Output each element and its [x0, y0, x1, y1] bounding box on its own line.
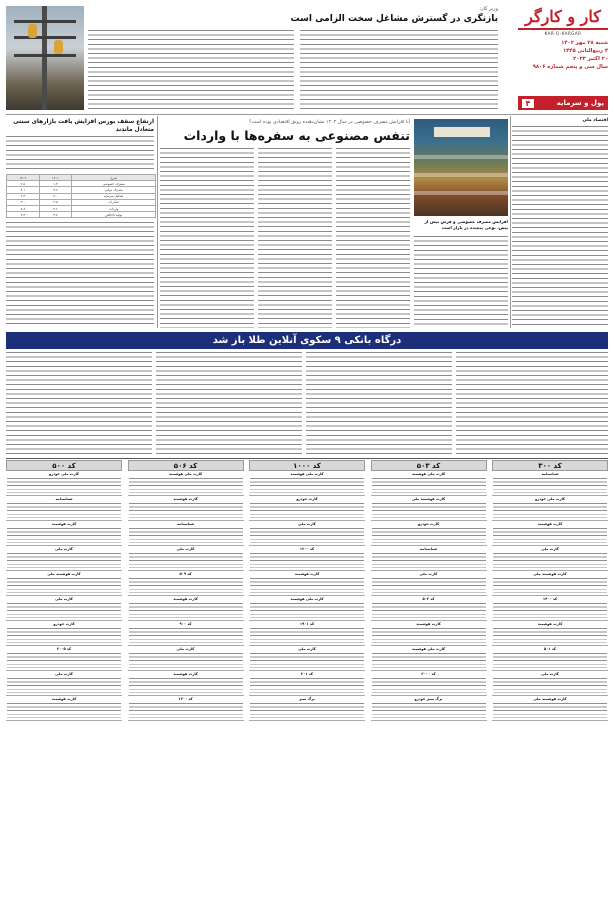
- ad-item-title: کارت ملی: [419, 572, 438, 576]
- ad-item: [492, 671, 608, 696]
- ad-item-title: کد ۲۰۱: [300, 672, 313, 676]
- table-cell: ۴.۳: [7, 212, 40, 218]
- ad-item: [492, 471, 608, 496]
- newspaper-logo: کار و کارگر: [518, 6, 608, 30]
- ad-item: [492, 696, 608, 721]
- ad-item-title: کارت ملی: [298, 647, 316, 651]
- ad-item: [371, 621, 487, 646]
- ad-item-body: [372, 578, 486, 593]
- ad-item: [6, 496, 122, 521]
- ad-item: [492, 621, 608, 646]
- ad-item: [249, 521, 365, 546]
- table-cell: ۲.۳: [7, 193, 40, 199]
- ad-item-body: [129, 628, 243, 643]
- date-line: شنبه ۲۸ مهر ۱۴۰۲: [561, 40, 608, 46]
- ad-item-body: [129, 478, 243, 493]
- ad-item-title: کد ۹۰۰: [179, 622, 192, 626]
- ad-item-body: [493, 678, 607, 693]
- ad-item-body: [7, 478, 121, 493]
- ad-item-title: شناسنامه: [176, 522, 195, 526]
- table-cell: ۳.۰: [7, 199, 40, 205]
- table-cell: مصرف دولتی: [72, 187, 156, 193]
- ad-item: [128, 646, 244, 671]
- ad-item-body: [372, 628, 486, 643]
- ad-item: [371, 696, 487, 721]
- gold-platform-banner: درگاه بانکی ۹ سکوی آنلاین طلا باز شد: [6, 332, 608, 349]
- banner-story-col-4: [456, 352, 608, 456]
- ad-item-body: [493, 603, 607, 618]
- table-cell: ۳.۲: [39, 187, 72, 193]
- table-cell: صادرات: [72, 199, 156, 205]
- ad-item: [128, 596, 244, 621]
- ad-item: [249, 471, 365, 496]
- table-cell: ۲.۵: [7, 181, 40, 187]
- ad-item-body: [372, 528, 486, 543]
- ad-item-title: کارت ملی: [55, 547, 73, 551]
- ad-item-body: [129, 703, 243, 718]
- ad-item-body: [250, 653, 364, 668]
- ad-item-body: [7, 678, 121, 693]
- ad-item: [492, 546, 608, 571]
- ad-item-body: [372, 503, 486, 518]
- ad-item-body: [250, 578, 364, 593]
- ad-item: [6, 471, 122, 496]
- table-cell: ۳.۷: [39, 212, 72, 218]
- ad-item: [6, 571, 122, 596]
- ad-item-body: [372, 553, 486, 568]
- ad-item: [371, 671, 487, 696]
- masthead: [518, 6, 608, 106]
- main-story-col-3: [160, 148, 254, 328]
- top-story-body: [300, 30, 498, 110]
- ad-item: [128, 571, 244, 596]
- table-cell: ۷.۸: [7, 205, 40, 211]
- ad-item-title: کارت ملی هوشمند: [411, 472, 446, 476]
- table-cell: ۱.۴: [39, 181, 72, 187]
- ad-item-title: کارت ملی هوشمند: [411, 647, 446, 651]
- ad-item-title: کد ۱۴۰۰: [542, 597, 558, 601]
- ad-item-title: کد ۵۰۹: [179, 572, 192, 576]
- table-header-cell: ۱۴۰۲: [7, 175, 40, 181]
- market-caption-headline: افزایش مصرف خصوصی و فرش بیش از پیش، نوعی پیچیده در بازار است: [424, 219, 508, 230]
- ad-item: [6, 596, 122, 621]
- ad-item-title: کارت ملی: [55, 672, 73, 676]
- table-cell: مصرف خصوصی: [72, 181, 156, 187]
- ad-item-body: [493, 478, 607, 493]
- banner-story-col-1: [6, 352, 152, 456]
- ad-item-title: کارت خودرو: [53, 622, 75, 626]
- ad-item-body: [493, 578, 607, 593]
- ad-item-body: [7, 578, 121, 593]
- ad-item: [492, 521, 608, 546]
- ad-item-body: [372, 653, 486, 668]
- section-name: پول و سرمایه: [556, 99, 604, 107]
- ad-item-body: [7, 628, 121, 643]
- ad-column-header: کد ۱۰۰۰: [249, 460, 365, 471]
- banner-story-col-2: [156, 352, 302, 456]
- ad-column: [249, 460, 365, 913]
- ad-item-title: کارت هوشمند ملی: [47, 572, 81, 576]
- table-cell: واردات: [72, 205, 156, 211]
- ad-item-body: [493, 703, 607, 718]
- ad-item-body: [493, 653, 607, 668]
- ad-item: [6, 521, 122, 546]
- ad-item-title: کارت ملی خودرو: [49, 472, 79, 476]
- ad-item-body: [250, 553, 364, 568]
- ad-item-title: کارت ملی: [55, 597, 73, 601]
- ad-item-title: کارت هوشمند: [537, 622, 563, 626]
- page-number: ۴: [522, 99, 534, 108]
- ad-item: [371, 596, 487, 621]
- ad-item: [371, 546, 487, 571]
- ad-item-title: کارت ملی هوشمند: [290, 472, 324, 476]
- ad-item: [371, 646, 487, 671]
- ad-item: [371, 496, 487, 521]
- ad-item-title: کارت ملی خودرو: [535, 497, 565, 501]
- ad-item-body: [7, 553, 121, 568]
- ad-item-title: کارت هوشمند: [51, 697, 77, 701]
- issue-date-lines: [518, 39, 608, 71]
- ad-item-body: [250, 603, 364, 618]
- left-column-body-top: [6, 136, 154, 172]
- ad-item-body: [7, 603, 121, 618]
- main-story-headline: تنفس مصنوعی به سفره‌ها با واردات: [183, 128, 410, 143]
- ad-item-title: کارت ملی هوشمند: [168, 472, 203, 476]
- ad-item-body: [129, 653, 243, 668]
- ad-item: [492, 596, 608, 621]
- ad-item-body: [129, 553, 243, 568]
- ad-item-body: [372, 703, 486, 718]
- ad-item-title: کارت هوشمند ملی: [411, 497, 446, 501]
- table-header-cell: شرح: [72, 175, 156, 181]
- ad-item: [128, 696, 244, 721]
- ad-column-header: کد ۵۰۳: [371, 460, 487, 471]
- ad-item-title: برگ سبز خودرو: [414, 697, 443, 701]
- ad-item-body: [250, 528, 364, 543]
- ad-column: [6, 460, 122, 913]
- ad-item-body: [372, 478, 486, 493]
- ad-item-title: کارت هوشمند: [416, 622, 441, 626]
- ad-item-body: [493, 628, 607, 643]
- left-column-body-bottom: [6, 222, 154, 328]
- ad-item-title: کد ۱۳۰۰: [178, 697, 193, 701]
- top-story-kicker: وزیر کار:: [479, 6, 498, 12]
- ad-item-body: [7, 503, 121, 518]
- ad-item: [249, 596, 365, 621]
- ad-item: [128, 496, 244, 521]
- table-cell: ۴.۶: [39, 205, 72, 211]
- right-column-body: [512, 126, 608, 326]
- classified-ads: [6, 460, 608, 913]
- ad-item: [128, 671, 244, 696]
- ad-item: [249, 671, 365, 696]
- ad-item-body: [493, 503, 607, 518]
- ad-item-body: [250, 478, 364, 493]
- ad-item-body: [250, 628, 364, 643]
- ad-item: [6, 696, 122, 721]
- date-line: ۲۰ اکتبر ۲۰۲۳: [573, 56, 608, 62]
- ad-item-title: برگ سبز: [299, 697, 315, 701]
- ad-item-title: کارت هوشمند ملی: [533, 697, 567, 701]
- ad-item-body: [250, 678, 364, 693]
- main-story-kicker: آیا افزایش مصرف خصوصی در سال ۱۴۰۲ نشان‌دهنده رونق اقتصادی بوده است؟: [248, 120, 410, 125]
- main-story-col-1: [336, 148, 410, 328]
- ad-item-body: [129, 528, 243, 543]
- market-caption-body: [414, 236, 508, 328]
- section-badge: [518, 96, 608, 110]
- table-row: [7, 212, 156, 218]
- ad-item-body: [372, 678, 486, 693]
- main-story-col-2: [258, 148, 332, 328]
- ad-item-title: کد ۵۰۳: [422, 597, 435, 601]
- top-story-headline: بازنگری در گسترش مشاغل سخت الزامی است: [290, 14, 498, 24]
- table-header-cell: ۱۴۰۱: [39, 175, 72, 181]
- ad-item-title: کارت هوشمند: [173, 497, 198, 501]
- ad-item: [371, 571, 487, 596]
- ad-item-body: [493, 528, 607, 543]
- date-line: ۴ ربیع‌الثانی ۱۴۴۵: [562, 48, 608, 54]
- ad-item-title: کارت خودرو: [417, 522, 440, 526]
- ad-column: [128, 460, 244, 913]
- ad-item-body: [493, 553, 607, 568]
- table-cell: ۴.۱: [7, 187, 40, 193]
- ad-item: [249, 496, 365, 521]
- ad-item-title: کارت خودرو: [296, 497, 318, 501]
- ad-item-title: کارت هوشمند: [173, 597, 198, 601]
- ad-item-body: [129, 678, 243, 693]
- ad-item: [128, 471, 244, 496]
- market-photo: [414, 119, 508, 216]
- ad-item-title: کارت هوشمند: [537, 522, 563, 526]
- ad-item-title: کد ۲۰۰۵: [56, 647, 72, 651]
- ad-item: [128, 621, 244, 646]
- banner-story-col-3: [306, 352, 452, 456]
- ad-item-title: کارت ملی: [176, 547, 195, 551]
- table-cell: ۳.۰: [39, 193, 72, 199]
- ad-item-title: کد ۵۰۱: [543, 647, 556, 651]
- ad-item-title: کارت ملی هوشمند: [290, 597, 324, 601]
- ad-item-title: کد ۱۲۰۰: [299, 547, 315, 551]
- ad-item-body: [7, 703, 121, 718]
- ad-item-title: شناسنامه: [419, 547, 438, 551]
- ad-item: [249, 621, 365, 646]
- power-line-workers-photo: [6, 6, 84, 110]
- ad-column-header: کد ۵۰۶: [128, 460, 244, 471]
- ad-item-title: کارت ملی: [541, 672, 559, 676]
- ad-item-body: [7, 528, 121, 543]
- ad-item-title: کارت ملی: [298, 522, 316, 526]
- ad-item: [371, 521, 487, 546]
- ad-item-body: [372, 603, 486, 618]
- ad-item-title: کارت هوشمند ملی: [533, 572, 567, 576]
- ad-item-body: [250, 503, 364, 518]
- table-cell: تولید ناخالص: [72, 212, 156, 218]
- date-line: سال سی و پنجم شماره ۹۸۰۶: [532, 64, 608, 70]
- ad-item: [371, 471, 487, 496]
- ad-item: [6, 546, 122, 571]
- ad-item-title: کارت هوشمند: [294, 572, 320, 576]
- ad-item: [6, 646, 122, 671]
- ad-item-title: کارت هوشمند: [51, 522, 77, 526]
- ad-item-title: کارت هوشمند: [173, 672, 198, 676]
- ad-item-title: شناسنامه: [55, 497, 73, 501]
- ad-item: [249, 696, 365, 721]
- ad-item: [128, 546, 244, 571]
- table-cell: تشکیل سرمایه: [72, 193, 156, 199]
- newspaper-logo-latin: KAR-O-KARGAR: [544, 31, 582, 36]
- ad-item-body: [250, 703, 364, 718]
- left-column-headline: ارتفاع سقف بورس افزایش یافت بازارهای سنتی متعادل ماندند: [13, 119, 154, 133]
- ad-item-body: [129, 578, 243, 593]
- ad-item-body: [129, 603, 243, 618]
- ad-column-header: کد ۳۰۰: [492, 460, 608, 471]
- ad-item: [492, 571, 608, 596]
- ad-item-title: شناسنامه: [541, 472, 559, 476]
- ad-item-title: کد ۲۰۰۰: [421, 672, 436, 676]
- ad-column-header: کد ۵۰۰: [6, 460, 122, 471]
- ad-item: [6, 671, 122, 696]
- ad-item: [6, 621, 122, 646]
- ad-item-body: [7, 653, 121, 668]
- table-cell: ۲.۵: [39, 199, 72, 205]
- top-story-body-2: [88, 30, 294, 110]
- ad-item-title: کارت ملی: [541, 547, 559, 551]
- ad-item-title: کارت ملی: [176, 647, 195, 651]
- ad-item: [249, 546, 365, 571]
- ad-item: [492, 646, 608, 671]
- economic-indicators-table: [6, 174, 156, 218]
- ad-item: [492, 496, 608, 521]
- ad-item-body: [129, 503, 243, 518]
- ad-item: [249, 646, 365, 671]
- ad-column: [492, 460, 608, 913]
- ad-column: [371, 460, 487, 913]
- right-column-headline: اقتصاد ملی: [582, 118, 608, 123]
- ad-item-title: کد ۱۹۰۱: [299, 622, 315, 626]
- ad-item: [128, 521, 244, 546]
- ad-item: [249, 571, 365, 596]
